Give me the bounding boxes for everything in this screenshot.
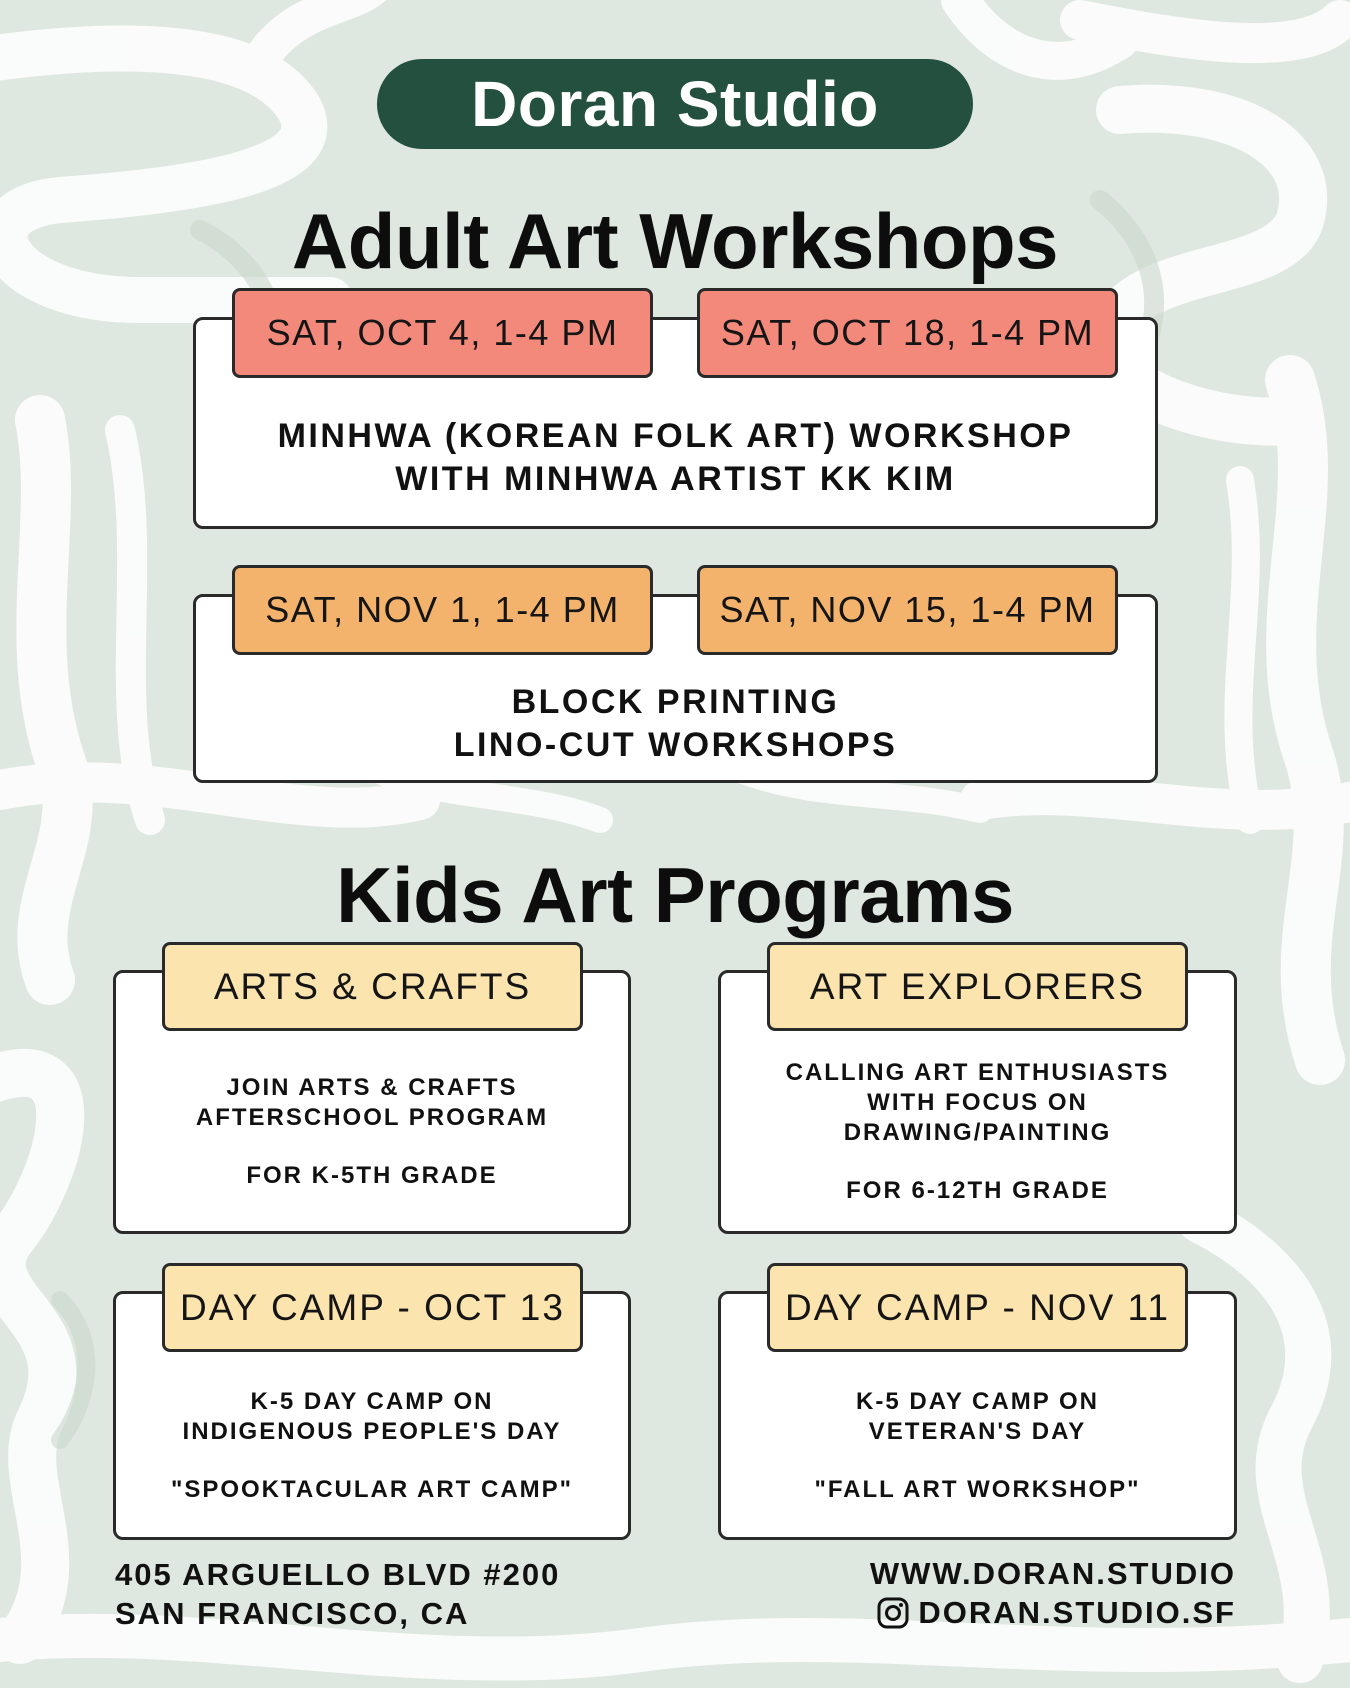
contact-links — [870, 1554, 1236, 1639]
workshop-date-tag: SAT, OCT 4, 1-4 PM — [232, 288, 653, 378]
brand-logo-pill — [377, 59, 973, 149]
workshop-date-tag: SAT, NOV 15, 1-4 PM — [697, 565, 1118, 655]
program-description: CALLING ART ENTHUSIASTS WITH FOCUS ON DRAWING/PAINTING FOR 6-12TH GRADE — [785, 1059, 1170, 1204]
program-title-tag: ART EXPLORERS — [767, 942, 1188, 1031]
workshop-date-tag: SAT, NOV 1, 1-4 PM — [232, 565, 653, 655]
address-line-2: SAN FRANCISCO, CA — [115, 1596, 470, 1631]
address-line-1: 405 ARGUELLO BLVD #200 — [115, 1557, 561, 1592]
program-title-tag: DAY CAMP - NOV 11 — [767, 1263, 1188, 1352]
program-description: K-5 DAY CAMP ON INDIGENOUS PEOPLE'S DAY "SPOOKTACULAR ART CAMP" — [170, 1387, 574, 1503]
instagram-icon — [876, 1596, 910, 1630]
brand-name: Doran Studio — [471, 68, 879, 140]
program-description: K-5 DAY CAMP ON VETERAN'S DAY "FALL ART WORKSHOP" — [814, 1387, 1141, 1503]
workshop-description: BLOCK PRINTING LINO-CUT WORKSHOPS — [453, 682, 898, 764]
program-title-tag: ARTS & CRAFTS — [162, 942, 583, 1031]
instagram-link[interactable] — [876, 1593, 1236, 1632]
adult-section-title: Adult Art Workshops — [291, 197, 1059, 285]
workshop-description: MINHWA (KOREAN FOLK ART) WORKSHOP WITH MINHWA ARTIST KK KIM — [277, 417, 1074, 498]
program-description: JOIN ARTS & CRAFTS AFTERSCHOOL PROGRAM FOR K-5TH GRADE — [195, 1074, 549, 1189]
instagram-handle: DORAN.STUDIO.SF — [918, 1595, 1236, 1630]
program-title-tag: DAY CAMP - OCT 13 — [162, 1263, 583, 1352]
workshop-date-tag: SAT, OCT 18, 1-4 PM — [697, 288, 1118, 378]
address — [115, 1555, 560, 1633]
website-link[interactable]: WWW.DORAN.STUDIO — [869, 1556, 1236, 1591]
kids-section-title: Kids Art Programs — [336, 851, 1014, 939]
